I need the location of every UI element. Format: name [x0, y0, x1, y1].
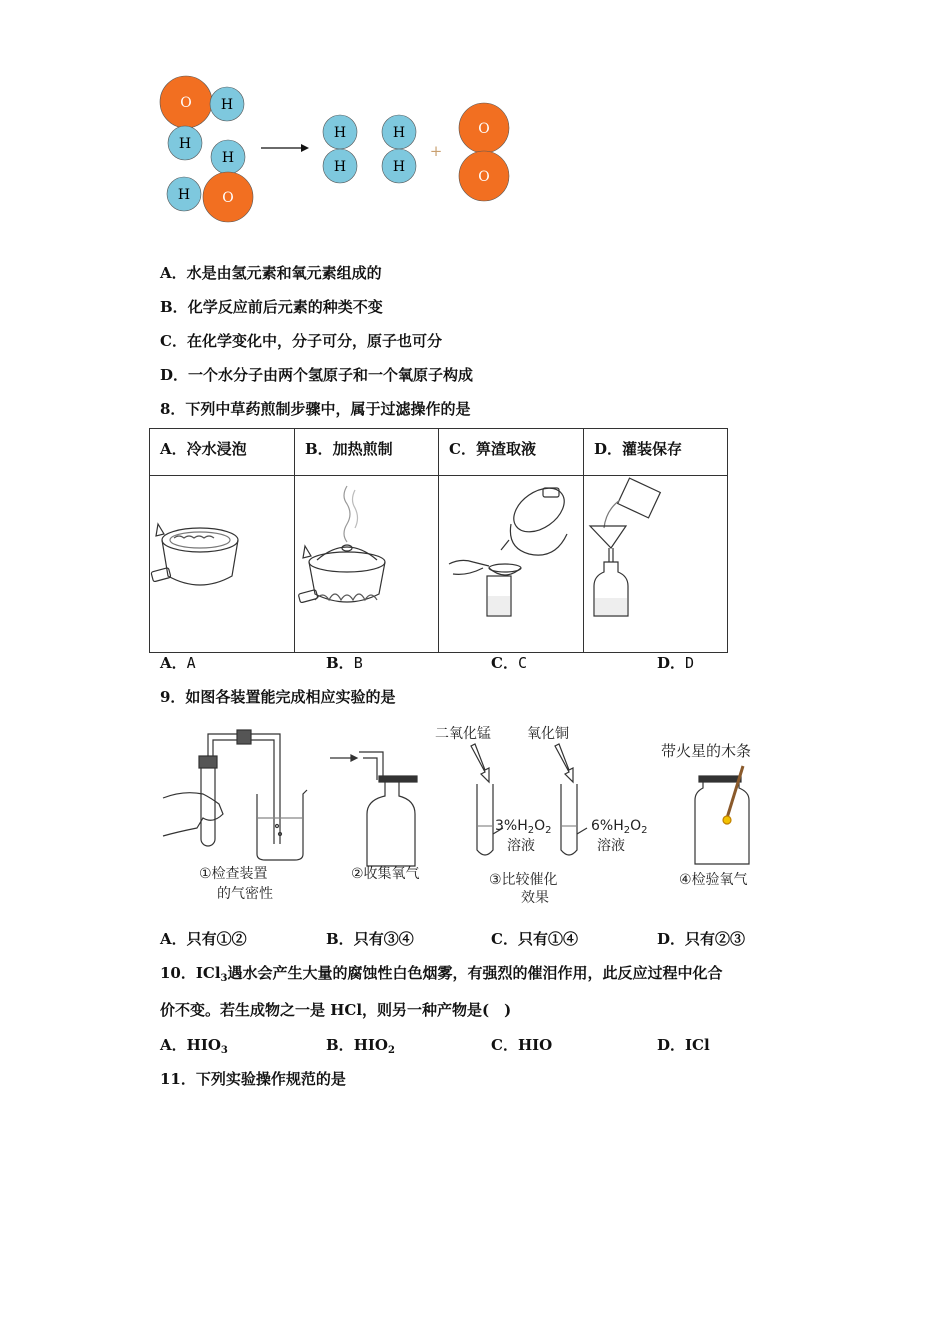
q8-stem: 8．下列中草药煎制步骤中，属于过滤操作的是 — [160, 400, 471, 418]
q10-stem-line2: 价不变。若生成物之一是 HCl，则另一种产物是( ) — [160, 1001, 512, 1019]
filter-strainer-icon — [439, 476, 583, 648]
option-text: D — [685, 654, 695, 672]
svg-text:6%H2O2 — [591, 818, 648, 836]
q8-steps-table — [149, 428, 728, 653]
option-letter: B． — [326, 654, 354, 672]
table-image-cell-c — [439, 476, 584, 653]
option-text: A — [186, 654, 196, 672]
fig1-caption-line2: 的气密性 — [217, 886, 273, 902]
airtightness-apparatus-icon — [163, 730, 307, 860]
option-text: HIO — [353, 1036, 388, 1054]
h2o2-sub: 2 — [623, 825, 631, 836]
option-sub: 2 — [387, 1045, 395, 1056]
option-letter: D． — [657, 654, 686, 672]
atom-label-h: H — [221, 150, 235, 166]
q7-option-d[interactable] — [160, 364, 473, 385]
q10-option-b[interactable] — [326, 1034, 395, 1056]
option-text: 只有①② — [186, 930, 247, 948]
gas-collection-bottle-icon — [330, 752, 417, 866]
option-text: 只有③④ — [353, 930, 414, 948]
catalyst-comparison-icon — [435, 725, 648, 855]
option-text: ICl — [685, 1036, 710, 1054]
q10-option-c[interactable] — [491, 1034, 552, 1055]
option-letter: A． — [160, 1036, 187, 1054]
reaction-arrowhead — [301, 144, 309, 152]
option-letter: B． — [160, 298, 188, 316]
q10-formula: 10．ICl — [160, 964, 221, 982]
h2o2-o: O — [534, 818, 546, 834]
atom-label-h: H — [392, 159, 406, 175]
atom-label-o: O — [222, 190, 234, 206]
q9-stem: 9．如图各装置能完成相应实验的是 — [160, 688, 396, 706]
q11-stem: 11．下列实验操作规范的是 — [160, 1070, 346, 1088]
option-text: 只有②③ — [685, 930, 746, 948]
option-letter: C． — [491, 1036, 518, 1054]
option-letter: A． — [160, 930, 187, 948]
option-text: C — [517, 654, 527, 672]
atom-label-o: O — [180, 95, 192, 111]
solution-label: 溶液 — [507, 838, 535, 854]
q7-option-b[interactable] — [160, 296, 383, 317]
svg-text:3%H2O2 — [495, 818, 552, 836]
atom-label-h: H — [220, 97, 234, 113]
h2o2-sub: 2 — [641, 825, 648, 836]
table-header-d: D．灌装保存 — [584, 429, 728, 476]
q10-option-a[interactable] — [160, 1034, 228, 1056]
q10-formula-sub: 3 — [220, 973, 228, 984]
q9-option-c[interactable] — [491, 928, 578, 949]
splint-label: 带火星的木条 — [661, 742, 752, 760]
water-decomposition-diagram — [155, 70, 525, 230]
q8-option-d[interactable] — [657, 652, 694, 673]
oxygen-test-bottle-icon — [661, 742, 751, 864]
fig3-caption-line1: ③比较催化 — [489, 872, 558, 888]
q7-option-a[interactable] — [160, 262, 382, 283]
h2o2-3-prefix: 3%H — [495, 818, 528, 834]
q9-option-b[interactable] — [326, 928, 414, 949]
option-letter: C． — [160, 332, 187, 350]
q8-option-b[interactable] — [326, 652, 363, 673]
q8-option-c[interactable] — [491, 652, 527, 673]
q10-stem-line1 — [160, 962, 723, 984]
table-image-cell-d — [584, 476, 728, 653]
solution-label: 溶液 — [597, 838, 625, 854]
pot-heating-icon — [295, 476, 438, 648]
option-text: 一个水分子由两个氢原子和一个氧原子构成 — [188, 366, 474, 384]
option-letter: B． — [326, 930, 354, 948]
q10-option-d[interactable] — [657, 1034, 710, 1055]
option-letter: B． — [326, 1036, 354, 1054]
option-text: 化学反应前后元素的种类不变 — [187, 298, 383, 316]
fig4-caption: ④检验氧气 — [679, 872, 748, 888]
q7-option-c[interactable] — [160, 330, 442, 351]
h2o2-6-prefix: 6%H — [591, 818, 624, 834]
h2o2-o: O — [630, 818, 642, 834]
fig1-caption-line1: ①检查装置 — [199, 866, 268, 882]
option-text: HIO — [186, 1036, 221, 1054]
table-image-cell-a — [150, 476, 295, 653]
atom-label-h: H — [392, 125, 406, 141]
atom-label-o: O — [478, 121, 490, 137]
atom-label-h: H — [333, 125, 347, 141]
fig2-caption: ②收集氧气 — [351, 866, 420, 882]
q9-option-a[interactable] — [160, 928, 247, 949]
q10-stem-text: 遇水会产生大量的腐蚀性白色烟雾，有强烈的催泪作用，此反应过程中化合 — [227, 964, 723, 982]
cuo-label: 氧化铜 — [527, 726, 569, 742]
mno2-label: 二氧化锰 — [435, 726, 491, 742]
option-letter: C． — [491, 930, 518, 948]
option-letter: D． — [657, 1036, 686, 1054]
q8-option-a[interactable] — [160, 652, 196, 673]
option-letter: D． — [657, 930, 686, 948]
table-header-c: C．箅渣取液 — [439, 429, 584, 476]
funnel-bottle-icon — [584, 476, 727, 648]
plus-sign: + — [429, 142, 443, 160]
atom-label-h: H — [333, 159, 347, 175]
atom-label-h: H — [178, 136, 192, 152]
pot-soaking-icon — [150, 476, 294, 648]
option-text: 水是由氢元素和氧元素组成的 — [186, 264, 382, 282]
option-letter: A． — [160, 654, 187, 672]
atom-label-h: H — [177, 187, 191, 203]
option-text: 只有①④ — [517, 930, 578, 948]
table-header-b: B．加热煎制 — [295, 429, 439, 476]
option-text: B — [353, 654, 363, 672]
option-text: HIO — [517, 1036, 553, 1054]
h2o2-sub: 2 — [545, 825, 552, 836]
h2o2-sub: 2 — [527, 825, 535, 836]
q9-apparatus-figure — [155, 716, 795, 910]
table-header-a: A．冷水浸泡 — [150, 429, 295, 476]
option-text: 在化学变化中，分子可分，原子也可分 — [186, 332, 442, 350]
option-letter: A． — [160, 264, 187, 282]
table-image-cell-b — [295, 476, 439, 653]
option-letter: C． — [491, 654, 518, 672]
option-sub: 3 — [220, 1045, 228, 1056]
atom-label-o: O — [478, 169, 490, 185]
q9-option-d[interactable] — [657, 928, 745, 949]
fig3-caption-line2: 效果 — [521, 890, 549, 906]
option-letter: D． — [160, 366, 189, 384]
